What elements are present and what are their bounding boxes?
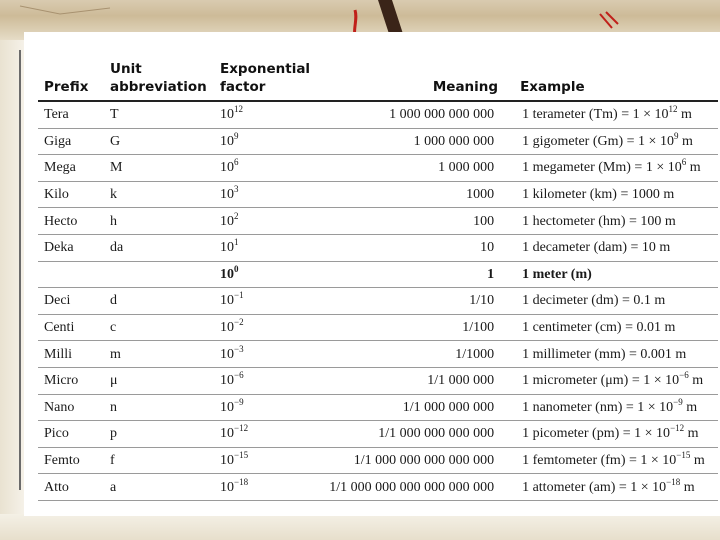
example-text: 1 centimeter (cm) = 0.01 m (522, 320, 676, 336)
cell-unit-abbreviation: k (104, 181, 214, 208)
cell-unit-abbreviation: da (104, 234, 214, 261)
cell-prefix: Kilo (38, 181, 104, 208)
cell-meaning: 1/1 000 000 000 000 000 (314, 447, 514, 474)
table-row (38, 341, 718, 368)
table-row (38, 447, 718, 474)
exp-base: 10 (220, 266, 234, 282)
example-unit: m (678, 133, 693, 149)
table-row (38, 474, 718, 501)
example-text: 1 kilometer (km) = 1000 m (522, 187, 675, 203)
slide-background-bottom (0, 514, 720, 540)
cell-example (514, 394, 718, 421)
example-power: 9 (673, 130, 679, 141)
cell-example (514, 341, 718, 368)
cell-prefix: Atto (38, 474, 104, 501)
exp-base: 10 (220, 373, 234, 389)
header-example: Example (514, 56, 718, 101)
cell-exponential-factor (214, 288, 314, 315)
example-text: 1 gigometer (Gm) = 1 × 10 (522, 133, 674, 149)
table-header-row (38, 56, 718, 101)
exp-power: −6 (234, 370, 244, 381)
example-text: 1 megameter (Mm) = 1 × 10 (522, 160, 682, 176)
exp-base: 10 (220, 160, 234, 176)
table-row (38, 394, 718, 421)
cell-meaning: 1 000 000 000 (314, 128, 514, 155)
example-text: 1 meter (m) (522, 266, 592, 282)
cell-meaning: 100 (314, 208, 514, 235)
table-row (38, 181, 718, 208)
table-row (38, 367, 718, 394)
example-text: 1 millimeter (mm) = 0.001 m (522, 346, 687, 362)
exp-base: 10 (220, 107, 234, 123)
cell-meaning: 1/1 000 000 000 000 (314, 421, 514, 448)
exp-power: −1 (234, 290, 244, 301)
cell-unit-abbreviation: h (104, 208, 214, 235)
example-text: 1 picometer (pm) = 1 × 10 (522, 426, 671, 442)
cell-meaning: 1/1 000 000 (314, 367, 514, 394)
cell-exponential-factor (214, 261, 314, 288)
exp-base: 10 (220, 453, 234, 469)
cell-example (514, 288, 718, 315)
table-row (38, 155, 718, 182)
cell-example (514, 421, 718, 448)
cell-unit-abbreviation: p (104, 421, 214, 448)
si-prefix-table (38, 56, 718, 501)
cell-exponential-factor (214, 101, 314, 128)
cell-exponential-factor (214, 447, 314, 474)
exp-power: −3 (234, 343, 244, 354)
cell-exponential-factor (214, 421, 314, 448)
example-power: 6 (681, 157, 687, 168)
table-row (38, 421, 718, 448)
cell-meaning: 1/1000 (314, 341, 514, 368)
cell-prefix: Hecto (38, 208, 104, 235)
exp-power: 1 (234, 237, 239, 248)
exp-power: 3 (234, 184, 239, 195)
table-row (38, 234, 718, 261)
cell-example (514, 261, 718, 288)
cell-unit-abbreviation: M (104, 155, 214, 182)
cell-prefix: Deka (38, 234, 104, 261)
exp-power: 6 (234, 157, 239, 168)
exp-base: 10 (220, 187, 234, 203)
exp-power: −18 (234, 476, 249, 487)
cell-example (514, 155, 718, 182)
cell-prefix: Giga (38, 128, 104, 155)
cell-example (514, 314, 718, 341)
cell-prefix: Centi (38, 314, 104, 341)
exp-base: 10 (220, 320, 234, 336)
cell-prefix: Mega (38, 155, 104, 182)
example-text: 1 attometer (am) = 1 × 10 (522, 479, 667, 495)
cell-unit-abbreviation: m (104, 341, 214, 368)
example-text: 1 femtometer (fm) = 1 × 10 (522, 453, 677, 469)
cell-unit-abbreviation: G (104, 128, 214, 155)
table-row (38, 261, 718, 288)
example-power: −18 (666, 476, 681, 487)
header-exponential-factor: Exponential factor (214, 56, 314, 101)
cell-prefix: Nano (38, 394, 104, 421)
cell-example (514, 208, 718, 235)
exp-base: 10 (220, 346, 234, 362)
exp-base: 10 (220, 213, 234, 229)
example-power: 12 (668, 104, 678, 115)
cell-exponential-factor (214, 394, 314, 421)
cell-exponential-factor (214, 341, 314, 368)
exp-power: 2 (234, 210, 239, 221)
exp-power: −15 (234, 450, 249, 461)
cell-unit-abbreviation: μ (104, 367, 214, 394)
cell-exponential-factor (214, 128, 314, 155)
cell-example (514, 181, 718, 208)
exp-power: 12 (234, 104, 243, 115)
cell-meaning: 1/10 (314, 288, 514, 315)
exp-base: 10 (220, 240, 234, 256)
example-text: 1 decameter (dam) = 10 m (522, 240, 671, 256)
header-prefix: Prefix (38, 56, 104, 101)
cell-example (514, 101, 718, 128)
cell-exponential-factor (214, 181, 314, 208)
header-unit-abbreviation: Unit abbreviation (104, 56, 214, 101)
exp-power: −2 (234, 317, 244, 328)
cell-meaning: 1/100 (314, 314, 514, 341)
example-text: 1 nanometer (nm) = 1 × 10 (522, 399, 674, 415)
cell-meaning: 1 000 000 (314, 155, 514, 182)
example-unit: m (682, 399, 698, 415)
exp-base: 10 (220, 133, 234, 149)
cell-prefix: Milli (38, 341, 104, 368)
cell-exponential-factor (214, 314, 314, 341)
cell-meaning: 1 (314, 261, 514, 288)
cell-example (514, 367, 718, 394)
cell-meaning: 1000 (314, 181, 514, 208)
cell-prefix: Femto (38, 447, 104, 474)
example-text: 1 hectometer (hm) = 100 m (522, 213, 676, 229)
cell-meaning: 1 000 000 000 000 (314, 101, 514, 128)
cell-exponential-factor (214, 234, 314, 261)
table-row (38, 208, 718, 235)
table-body (38, 101, 718, 500)
cell-prefix: Micro (38, 367, 104, 394)
table-row (38, 314, 718, 341)
exp-power: 9 (234, 130, 239, 141)
cell-meaning: 10 (314, 234, 514, 261)
cell-unit-abbreviation: a (104, 474, 214, 501)
cell-exponential-factor (214, 474, 314, 501)
table-row (38, 128, 718, 155)
cell-unit-abbreviation: T (104, 101, 214, 128)
example-power: −9 (673, 396, 683, 407)
cell-example (514, 474, 718, 501)
cell-unit-abbreviation: d (104, 288, 214, 315)
cell-exponential-factor (214, 208, 314, 235)
exp-base: 10 (220, 399, 234, 415)
cell-example (514, 128, 718, 155)
exp-base: 10 (220, 426, 234, 442)
header-meaning: Meaning (314, 56, 514, 101)
example-power: −6 (679, 370, 689, 381)
cell-prefix: Tera (38, 101, 104, 128)
example-text: 1 terameter (Tm) = 1 × 10 (522, 107, 669, 123)
cell-prefix: Pico (38, 421, 104, 448)
example-power: −15 (676, 450, 691, 461)
example-unit: m (690, 453, 705, 469)
exp-power: −12 (234, 423, 249, 434)
exp-power: −9 (234, 396, 244, 407)
example-unit: m (680, 479, 695, 495)
example-unit: m (686, 160, 701, 176)
cell-exponential-factor (214, 367, 314, 394)
cell-example (514, 447, 718, 474)
cell-example (514, 234, 718, 261)
table-panel (24, 32, 720, 516)
left-rule (19, 50, 21, 490)
table-row (38, 101, 718, 128)
exp-power: 0 (234, 263, 239, 274)
cell-unit-abbreviation: f (104, 447, 214, 474)
cell-unit-abbreviation: c (104, 314, 214, 341)
cell-meaning: 1/1 000 000 000 000 000 000 (314, 474, 514, 501)
cell-unit-abbreviation: n (104, 394, 214, 421)
exp-base: 10 (220, 479, 234, 495)
cell-exponential-factor (214, 155, 314, 182)
example-text: 1 micrometer (μm) = 1 × 10 (522, 373, 680, 389)
cell-meaning: 1/1 000 000 000 (314, 394, 514, 421)
table-row (38, 288, 718, 315)
cell-unit-abbreviation (104, 261, 214, 288)
exp-base: 10 (220, 293, 234, 309)
example-text: 1 decimeter (dm) = 0.1 m (522, 293, 666, 309)
slide-left-border (0, 40, 24, 530)
cell-prefix (38, 261, 104, 288)
example-power: −12 (670, 423, 685, 434)
example-unit: m (684, 426, 699, 442)
example-unit: m (677, 107, 692, 123)
cell-prefix: Deci (38, 288, 104, 315)
example-unit: m (688, 373, 704, 389)
